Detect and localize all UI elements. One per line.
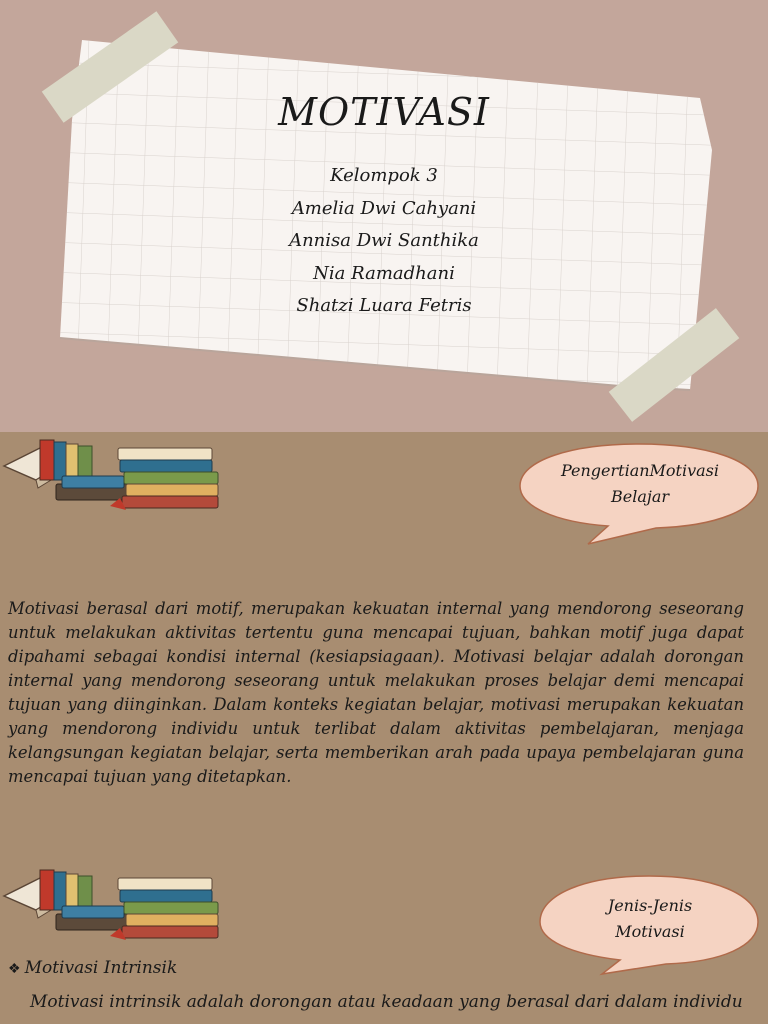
bubble-title (540, 458, 740, 510)
books-illustration (0, 436, 222, 518)
books-icon (4, 440, 218, 510)
books-icon (4, 870, 218, 940)
bubble-title (550, 893, 750, 945)
member-name: Shatzi Luara Fetris (296, 295, 472, 316)
member-name: Annisa Dwi Santhika (289, 230, 479, 251)
definition-paragraph: Motivasi berasal dari motif, merupakan kekuatan internal yang mendorong seseorang untuk melakukan aktivitas tertentu guna mencapai tujuan, bahkan motif juga dapat dipahami sebagai kondisi internal (kesiapsiagaan). Motivasi belajar adalah dorongan internal yang mendorong seseorang untuk melakukan proses belajar demi mencapai tujuan yang diinginkan. Dalam konteks kegiatan belajar, motivasi merupakan kekuatan yang mendorong individu untuk terlibat dalam aktivitas pembelajaran, menjaga kelangsungan kegiatan belajar, serta memberikan arah pada upaya pembelajaran guna mencapai tujuan yang ditetapkan. (8, 599, 744, 786)
member-name: Nia Ramadhani (313, 262, 455, 284)
slide-title: MOTIVASI (278, 90, 490, 134)
diamond-bullet-icon: ❖ (8, 961, 21, 977)
bubble-line: Belajar (610, 487, 670, 506)
books-illustration (0, 866, 222, 948)
bubble-line: Jenis-Jenis (607, 896, 693, 915)
bullet-label: Motivasi Intrinsik (24, 958, 178, 978)
title-slide (0, 0, 768, 432)
bullet-item (8, 958, 177, 978)
bubble-line: PengertianMotivasi (560, 461, 720, 480)
intrinsic-paragraph: Motivasi intrinsik adalah dorongan atau keadaan yang berasal dari dalam individu (30, 992, 743, 1012)
group-label: Kelompok 3 (330, 165, 438, 186)
bubble-line: Motivasi (615, 922, 685, 941)
member-name: Amelia Dwi Cahyani (291, 197, 477, 219)
group-members (0, 160, 768, 323)
